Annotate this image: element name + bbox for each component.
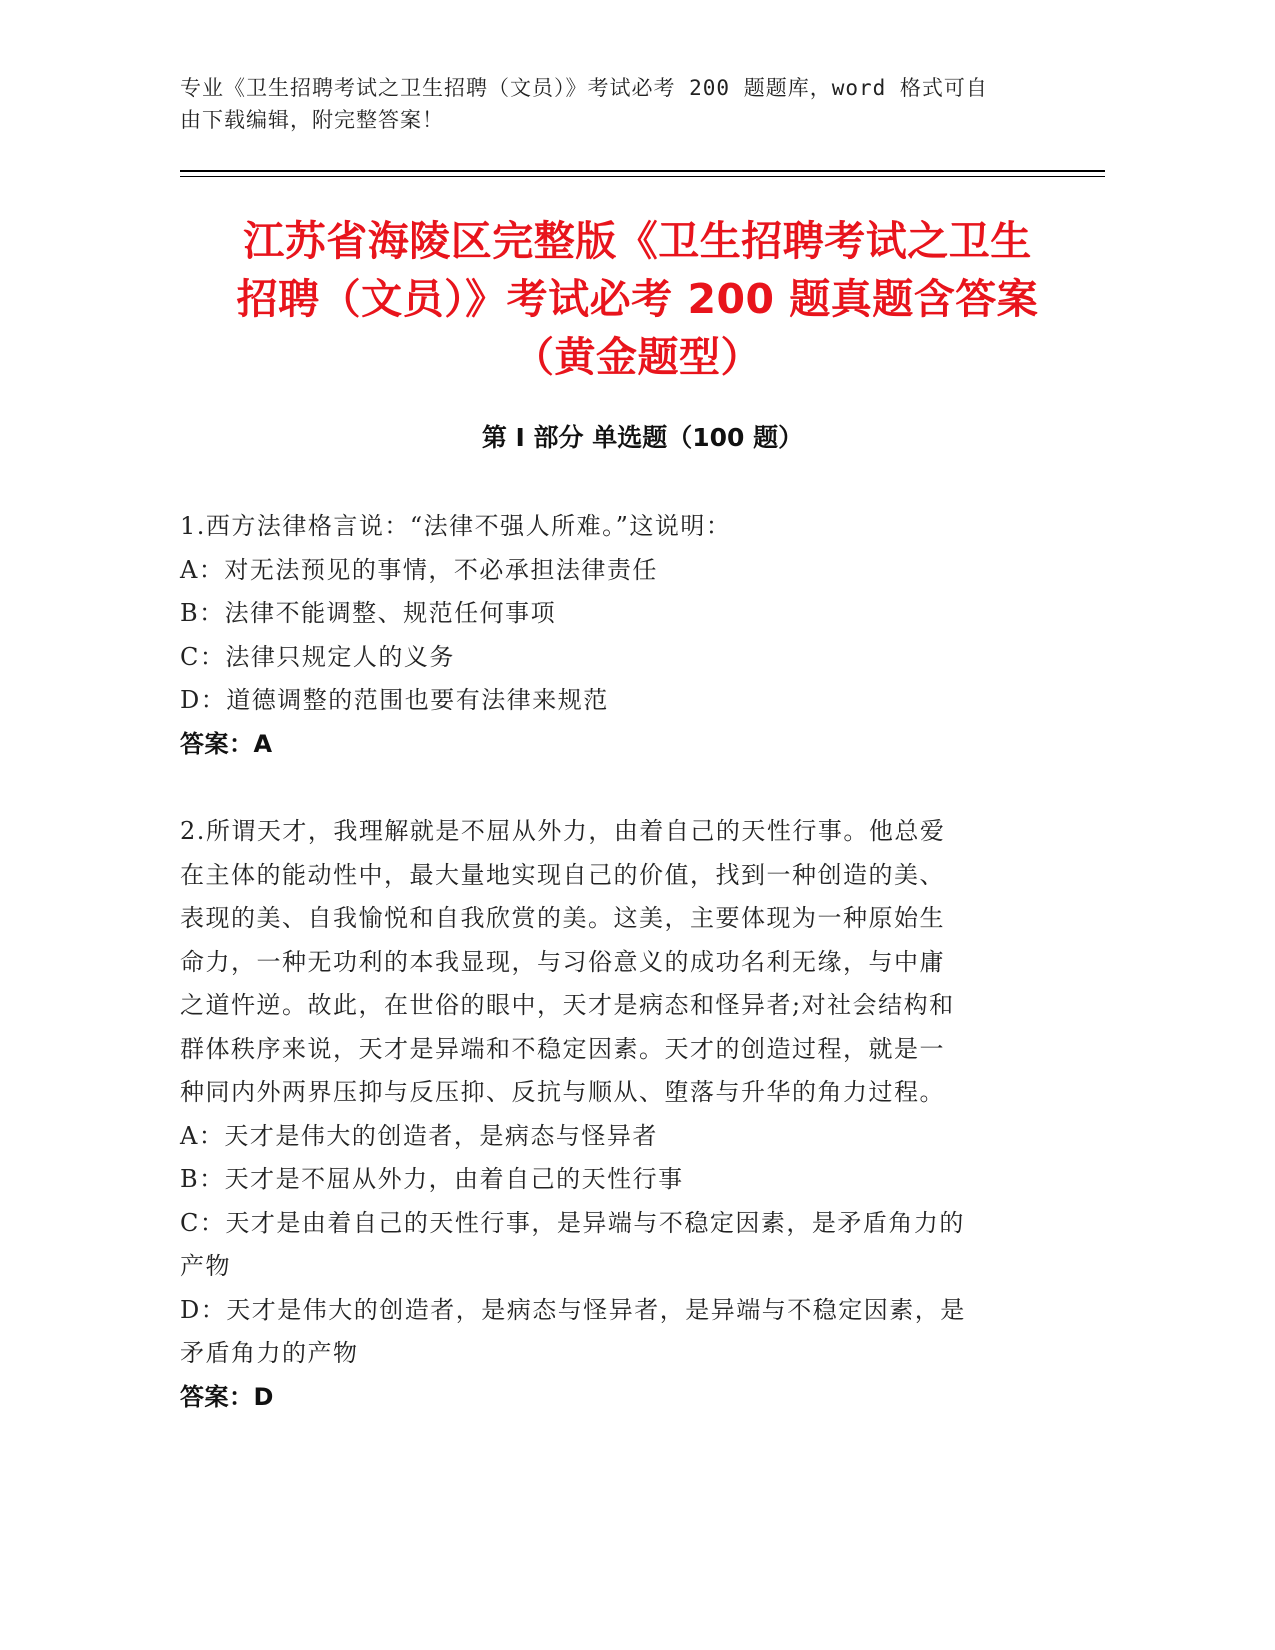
title-line: 招聘（文员）》考试必考 200 题真题含答案 xyxy=(236,275,1039,323)
option-b: B：天才是不屈从外力，由着自己的天性行事 xyxy=(180,1165,684,1193)
answer-line: 答案：D xyxy=(180,1382,274,1411)
option-c: C：法律只规定人的义务 xyxy=(180,642,455,671)
header-note-line: 由下载编辑，附完整答案！ xyxy=(180,108,444,132)
option-d: D：道德调整的范围也要有法律来规范 xyxy=(180,686,609,714)
question-stem-line: 命力，一种无功利的本我显现，与习俗意义的成功名利无缘，与中庸 xyxy=(180,947,945,976)
header-note-line: 专业《卫生招聘考试之卫生招聘（文员）》考试必考 200 题题库，word 格式可自 xyxy=(180,76,988,100)
answer-line: 答案：A xyxy=(180,729,273,758)
title-line: （黄金题型） xyxy=(513,333,762,381)
question-stem-line: 1.西方法律格言说：“法律不强人所难。”这说明： xyxy=(180,512,732,540)
header-divider-thin xyxy=(180,176,1105,177)
option-d-continued: 矛盾角力的产物 xyxy=(180,1339,359,1367)
section-heading: 第 I 部分 单选题（100 题） xyxy=(481,423,804,452)
option-d: D：天才是伟大的创造者，是病态与怪异者，是异端与不稳定因素，是 xyxy=(180,1295,966,1324)
option-c: C：天才是由着自己的天性行事，是异端与不稳定因素，是矛盾角力的 xyxy=(180,1208,965,1237)
option-b: B：法律不能调整、规范任何事项 xyxy=(180,599,557,627)
question-stem-line: 2.所谓天才，我理解就是不屈从外力，由着自己的天性行事。他总爱 xyxy=(180,817,946,845)
question-block xyxy=(180,810,1040,1419)
header-divider-thick xyxy=(180,170,1105,172)
question-stem-line: 表现的美、自我愉悦和自我欣赏的美。这美，主要体现为一种原始生 xyxy=(180,904,945,932)
option-a: A：对无法预见的事情，不必承担法律责任 xyxy=(180,555,658,584)
question-stem-line: 群体秩序来说，天才是异端和不稳定因素。天才的创造过程，就是一 xyxy=(180,1034,945,1063)
header-note xyxy=(180,72,1040,136)
document-title xyxy=(150,212,1125,386)
question-stem-line: 在主体的能动性中，最大量地实现自己的价值，找到一种创造的美、 xyxy=(180,860,945,889)
option-c-continued: 产物 xyxy=(180,1252,231,1280)
question-block xyxy=(180,505,1040,766)
option-a: A：天才是伟大的创造者，是病态与怪异者 xyxy=(180,1121,658,1150)
question-stem-line: 之道忤逆。故此，在世俗的眼中，天才是病态和怪异者;对社会结构和 xyxy=(180,991,955,1019)
question-stem-line: 种同内外两界压抑与反压抑、反抗与顺从、堕落与升华的角力过程。 xyxy=(180,1078,945,1106)
title-line: 江苏省海陵区完整版《卫生招聘考试之卫生 xyxy=(243,217,1032,265)
